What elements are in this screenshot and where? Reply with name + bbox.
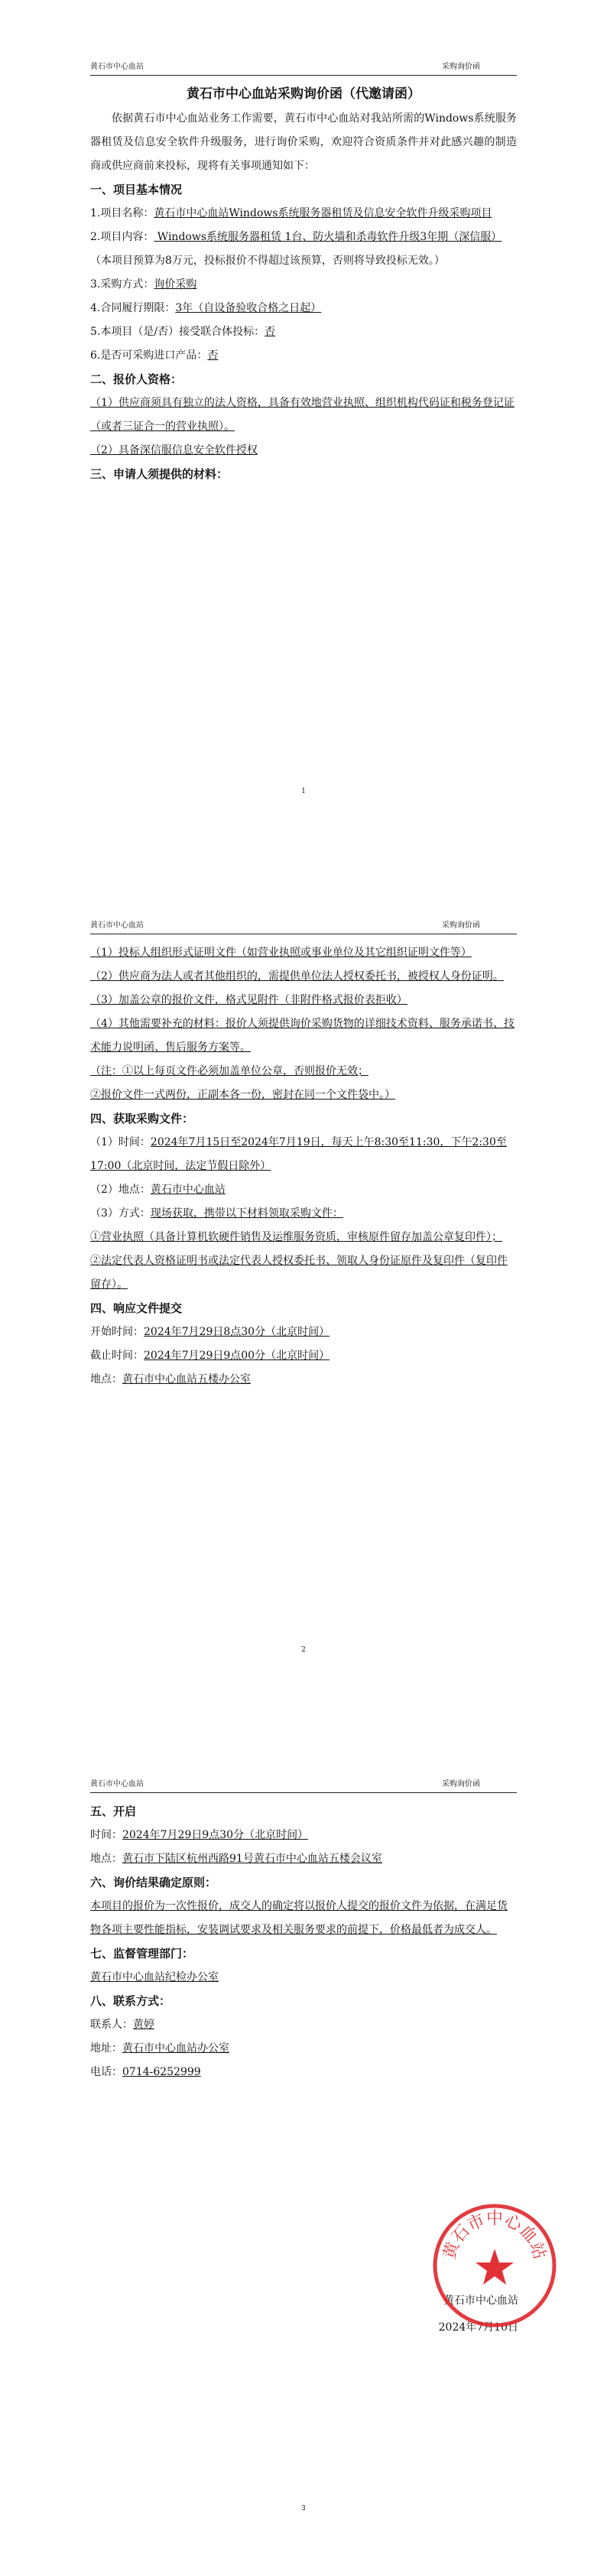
section-heading: 一、项目基本情况 [90, 183, 183, 197]
signature-organization: 黄石市中心血站 [443, 2295, 518, 2307]
header-left: 黄石市中心血站 [90, 63, 144, 71]
obtain-method-value: 现场获取，携带以下材料领取采购文件： [150, 1207, 343, 1220]
header-left: 黄石市中心血站 [90, 1780, 144, 1788]
material-3: （3）加盖公章的报价文件，格式见附件（非附件格式报价表拒收） [90, 994, 407, 1006]
material-1: （1）投标人组织形式证明文件（如营业执照或事业单位及其它组织证明文件等） [90, 947, 472, 959]
material-2: （2）供应商为法人或者其他组织的，需提供单位法人授权委托书，被授权人身份证明。 [90, 970, 504, 983]
required-material-2: ②法定代表人资格证明书或法定代表人授权委托书、领取人身份证原件及复印件（复印件留存）。 [90, 1255, 508, 1291]
label: 地点： [90, 1373, 122, 1385]
page-number: 3 [301, 2505, 306, 2513]
opening-location-value: 黄石市下陆区杭州西路91号黄石市中心血站五楼会议室 [122, 1853, 382, 1865]
opening-time-value: 2024年7月29日9点30分（北京时间） [122, 1829, 309, 1841]
header-left: 黄石市中心血站 [90, 921, 144, 930]
label: 4.合同履行期限： [90, 302, 176, 314]
section-heading: 八、联系方式： [90, 1994, 171, 2008]
label: 地点： [90, 1853, 122, 1865]
header-right: 采购询价函 [442, 63, 480, 71]
material-4: （4）其他需要补充的材料：报价人须提供询价采购货物的详细技术资料、服务承诺书、技术能力说明函、售后服务方案等。 [90, 1018, 514, 1054]
page-number: 2 [301, 1646, 306, 1654]
label: 截止时间： [90, 1350, 144, 1362]
label: （3）方式： [90, 1207, 151, 1220]
label: 时间： [90, 1829, 122, 1841]
page-header [90, 61, 517, 76]
page-1 [0, 0, 607, 859]
qualification-1: （1）供应商须具有独立的法人资格，具备有效地营业执照、组织机构代码证和税务登记证（或者三证合一的营业执照）。 [90, 397, 514, 433]
label: 联系人： [90, 2019, 133, 2031]
contact-person [90, 2013, 517, 2037]
label: 电话： [90, 2066, 122, 2078]
contact-address [90, 2037, 517, 2061]
consortium-value: 否 [265, 326, 276, 338]
item-contract-period [90, 297, 517, 320]
item-project-content [90, 226, 517, 249]
section-heading: 三、申请人须提供的材料： [90, 467, 229, 481]
item-procurement-method [90, 273, 517, 297]
contract-period-value: 3年（自设备验收合格之日起） [175, 302, 322, 314]
page-number: 1 [301, 788, 306, 795]
page-1-body [90, 83, 517, 486]
page-2-body [90, 941, 517, 1392]
obtain-time-value: 2024年7月15日至2024年7月19日，每天上午8:30至11:30，下午2:30至17:00（北京时间，法定节假日除外） [90, 1136, 507, 1172]
seal-text: 黄石市中心血站 [440, 2209, 550, 2262]
opening-time [90, 1824, 517, 1847]
submit-start-value: 2024年7月29日8点30分（北京时间） [144, 1326, 330, 1338]
contact-phone-value: 0714-6252999 [122, 2066, 201, 2078]
item-import [90, 344, 517, 368]
import-value: 否 [207, 349, 219, 362]
label: （2）地点： [90, 1184, 151, 1196]
label: 2.项目内容： [90, 231, 154, 243]
label: 地址： [90, 2042, 122, 2055]
signature-date: 2024年7月10日 [438, 2321, 518, 2334]
contact-address-value: 黄石市中心血站办公室 [122, 2042, 229, 2055]
note-1: （注：①以上每页文件必须加盖单位公章，否则报价无效； [90, 1065, 368, 1077]
submit-address [90, 1368, 517, 1392]
page-3 [0, 1717, 607, 2576]
project-name-value: 黄石市中心血站Windows系统服务器租赁及信息安全软件升级采购项目 [154, 207, 492, 219]
opening-location [90, 1847, 517, 1871]
page-3-body [90, 1800, 550, 2334]
section-heading: 六、询价结果确定原则： [90, 1876, 217, 1889]
label: 6.是否可采购进口产品： [90, 349, 208, 362]
contact-phone [90, 2061, 517, 2084]
section-heading: 四、获取采购文件： [90, 1112, 194, 1126]
project-content-value: Windows系统服务器租赁 1台、防火墙和杀毒软件升级3年期（深信服） [154, 231, 502, 243]
section-heading: 五、开启 [90, 1804, 137, 1818]
selection-principle: 本项目的报价为一次性报价，成交人的确定将以报价人提交的报价文件为依据，在满足货物各项主要性能指标，安装调试要求及相关服务要求的前提下，价格最低者为成交人。 [90, 1900, 508, 1936]
budget-note: （本项目预算为8万元，投标报价不得超过该预算，否则将导致投标无效。） [90, 255, 445, 267]
obtain-method [90, 1202, 517, 1226]
label: （1）时间： [90, 1136, 151, 1148]
obtain-time [90, 1131, 517, 1178]
qualification-2: （2）具备深信服信息安全软件授权 [90, 444, 258, 456]
section-heading: 七、监督管理部门： [90, 1947, 194, 1960]
supervision-department: 黄石市中心血站纪检办公室 [90, 1971, 219, 1983]
item-consortium [90, 320, 517, 344]
submit-address-value: 黄石市中心血站五楼办公室 [122, 1373, 251, 1385]
intro-paragraph: 依据黄石市中心血站业务工作需要，黄石市中心血站对我站所需的Windows系统服务器租赁及信息安全软件升级服务，进行询价采购，欢迎符合资质条件并对此感兴趣的制造商或供应商前来投标，现将有关事项通知如下： [90, 112, 517, 172]
procurement-method-value: 询价采购 [154, 278, 197, 291]
header-right: 采购询价函 [442, 1780, 480, 1788]
contact-person-value: 黄婷 [133, 2019, 154, 2031]
section-heading: 二、报价人资格： [90, 372, 183, 386]
submit-end [90, 1344, 517, 1368]
page-2 [0, 859, 607, 1717]
page-header [90, 920, 517, 934]
label: 1.项目名称： [90, 207, 154, 219]
required-material-1: ①营业执照（具备计算机软硬件销售及运维服务资质，审核原件留存加盖公章复印件）； [90, 1231, 502, 1243]
label: 开始时间： [90, 1326, 144, 1338]
page-header [90, 1779, 517, 1793]
note-2: ②报价文件一式两份，正副本各一份，密封在同一个文件袋中。） [90, 1089, 395, 1101]
header-right: 采购询价函 [442, 921, 480, 930]
item-project-name [90, 202, 517, 226]
obtain-place-value: 黄石市中心血站 [150, 1184, 226, 1196]
obtain-place [90, 1178, 517, 1202]
submit-end-value: 2024年7月29日9点00分（北京时间） [144, 1350, 330, 1362]
submit-start [90, 1320, 517, 1344]
document-title: 黄石市中心血站采购询价函（代邀请函） [187, 86, 420, 102]
official-seal-icon [430, 2201, 559, 2330]
section-heading: 四、响应文件提交 [90, 1301, 183, 1315]
label: 5.本项目（是/否）接受联合体投标： [90, 326, 265, 338]
label: 3.采购方式： [90, 278, 154, 291]
